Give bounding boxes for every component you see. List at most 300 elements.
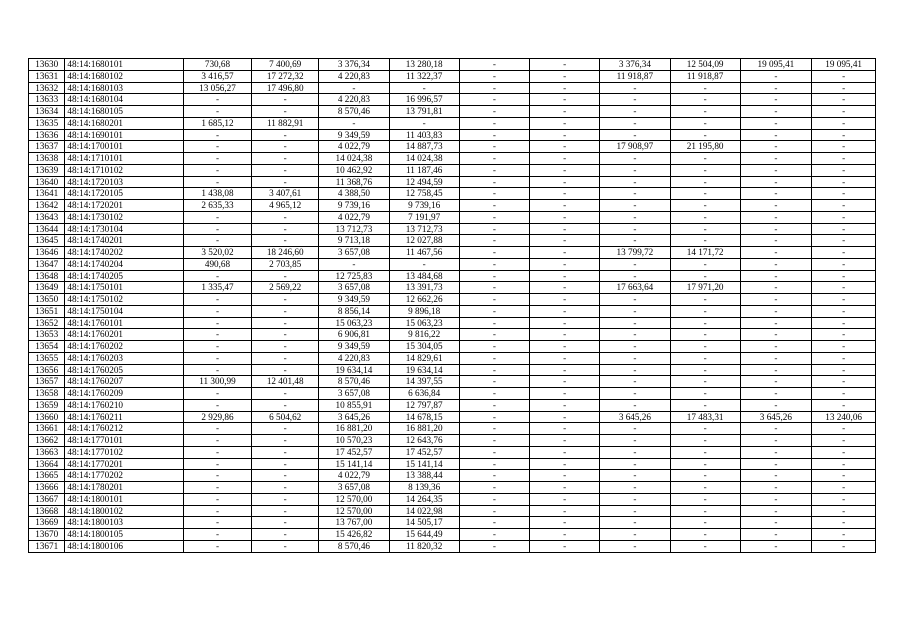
value-cell: -: [183, 211, 252, 223]
value-cell: -: [740, 529, 812, 541]
value-cell: 14 024,38: [319, 153, 390, 165]
value-cell: -: [670, 270, 740, 282]
cadastral-number-cell: 48:14:1760101: [65, 317, 183, 329]
value-cell: -: [740, 153, 812, 165]
value-cell: -: [600, 153, 671, 165]
value-cell: -: [459, 258, 530, 270]
value-cell: -: [530, 188, 600, 200]
row-number-cell: 13634: [29, 106, 65, 118]
value-cell: -: [812, 329, 876, 341]
table-row: [29, 59, 876, 71]
value-cell: -: [252, 164, 319, 176]
value-cell: -: [319, 117, 390, 129]
value-cell: -: [740, 106, 812, 118]
value-cell: -: [183, 305, 252, 317]
value-cell: -: [812, 317, 876, 329]
value-cell: -: [183, 529, 252, 541]
row-number-cell: 13648: [29, 270, 65, 282]
value-cell: -: [740, 317, 812, 329]
cadastral-number-cell: 48:14:1800106: [65, 540, 183, 552]
value-cell: -: [459, 94, 530, 106]
row-number-cell: 13645: [29, 235, 65, 247]
value-cell: -: [252, 153, 319, 165]
value-cell: -: [600, 94, 671, 106]
value-cell: -: [812, 294, 876, 306]
table-row: [29, 106, 876, 118]
value-cell: 8 856,14: [319, 305, 390, 317]
value-cell: 3 407,61: [252, 188, 319, 200]
value-cell: -: [459, 82, 530, 94]
value-cell: -: [530, 258, 600, 270]
value-cell: -: [812, 529, 876, 541]
value-cell: -: [530, 435, 600, 447]
value-cell: -: [252, 517, 319, 529]
value-cell: 3 645,26: [740, 411, 812, 423]
table-row: [29, 329, 876, 341]
row-number-cell: 13654: [29, 341, 65, 353]
value-cell: -: [252, 341, 319, 353]
value-cell: -: [389, 258, 459, 270]
value-cell: -: [252, 435, 319, 447]
value-cell: 9 349,59: [319, 341, 390, 353]
value-cell: -: [252, 493, 319, 505]
value-cell: -: [600, 188, 671, 200]
value-cell: 11 918,87: [600, 70, 671, 82]
value-cell: -: [459, 176, 530, 188]
value-cell: -: [740, 329, 812, 341]
value-cell: 2 703,85: [252, 258, 319, 270]
value-cell: -: [600, 200, 671, 212]
value-cell: -: [670, 493, 740, 505]
cadastral-number-cell: 48:14:1710102: [65, 164, 183, 176]
value-cell: 4 022,79: [319, 211, 390, 223]
value-cell: -: [740, 352, 812, 364]
value-cell: 16 881,20: [319, 423, 390, 435]
value-cell: -: [530, 470, 600, 482]
value-cell: -: [600, 176, 671, 188]
value-cell: -: [740, 270, 812, 282]
value-cell: -: [670, 153, 740, 165]
value-cell: 17 272,32: [252, 70, 319, 82]
value-cell: -: [252, 129, 319, 141]
value-cell: -: [530, 141, 600, 153]
value-cell: 1 685,12: [183, 117, 252, 129]
value-cell: -: [530, 458, 600, 470]
value-cell: 4 022,79: [319, 470, 390, 482]
row-number-cell: 13644: [29, 223, 65, 235]
value-cell: -: [459, 458, 530, 470]
value-cell: 14 397,55: [389, 376, 459, 388]
value-cell: -: [252, 505, 319, 517]
value-cell: 3 645,26: [600, 411, 671, 423]
value-cell: 15 141,14: [389, 458, 459, 470]
row-number-cell: 13635: [29, 117, 65, 129]
value-cell: -: [812, 200, 876, 212]
value-cell: -: [670, 376, 740, 388]
value-cell: 3 376,34: [319, 59, 390, 71]
value-cell: -: [459, 211, 530, 223]
cadastral-number-cell: 48:14:1740204: [65, 258, 183, 270]
table-row: [29, 305, 876, 317]
value-cell: -: [670, 176, 740, 188]
row-number-cell: 13642: [29, 200, 65, 212]
value-cell: 9 896,18: [389, 305, 459, 317]
value-cell: -: [459, 117, 530, 129]
value-cell: -: [530, 106, 600, 118]
table-row: [29, 399, 876, 411]
value-cell: -: [812, 223, 876, 235]
value-cell: -: [670, 223, 740, 235]
value-cell: 21 195,80: [670, 141, 740, 153]
value-cell: 15 426,82: [319, 529, 390, 541]
value-cell: -: [252, 211, 319, 223]
value-cell: -: [670, 540, 740, 552]
value-cell: -: [670, 482, 740, 494]
value-cell: -: [183, 435, 252, 447]
value-cell: -: [252, 294, 319, 306]
value-cell: -: [252, 270, 319, 282]
value-cell: -: [600, 117, 671, 129]
value-cell: -: [600, 235, 671, 247]
row-number-cell: 13640: [29, 176, 65, 188]
value-cell: -: [812, 164, 876, 176]
value-cell: 14 505,17: [389, 517, 459, 529]
row-number-cell: 13636: [29, 129, 65, 141]
value-cell: -: [600, 399, 671, 411]
value-cell: 14 887,73: [389, 141, 459, 153]
value-cell: -: [600, 305, 671, 317]
row-number-cell: 13650: [29, 294, 65, 306]
row-number-cell: 13663: [29, 446, 65, 458]
cadastral-number-cell: 48:14:1750101: [65, 282, 183, 294]
cadastral-number-cell: 48:14:1760209: [65, 388, 183, 400]
value-cell: -: [319, 82, 390, 94]
value-cell: -: [600, 223, 671, 235]
value-cell: -: [252, 176, 319, 188]
value-cell: -: [600, 458, 671, 470]
value-cell: -: [459, 529, 530, 541]
value-cell: -: [183, 129, 252, 141]
value-cell: -: [812, 258, 876, 270]
value-cell: -: [812, 117, 876, 129]
value-cell: 19 634,14: [319, 364, 390, 376]
table-row: [29, 129, 876, 141]
value-cell: -: [530, 82, 600, 94]
value-cell: -: [740, 223, 812, 235]
value-cell: -: [740, 188, 812, 200]
value-cell: 12 401,48: [252, 376, 319, 388]
value-cell: -: [183, 388, 252, 400]
table-row: [29, 341, 876, 353]
value-cell: -: [530, 411, 600, 423]
value-cell: -: [670, 458, 740, 470]
value-cell: -: [389, 117, 459, 129]
value-cell: -: [459, 517, 530, 529]
value-cell: -: [252, 94, 319, 106]
value-cell: -: [459, 200, 530, 212]
value-cell: -: [530, 376, 600, 388]
row-number-cell: 13631: [29, 70, 65, 82]
value-cell: -: [812, 153, 876, 165]
cadastral-number-cell: 48:14:1770101: [65, 435, 183, 447]
cadastral-number-cell: 48:14:1680102: [65, 70, 183, 82]
value-cell: -: [740, 211, 812, 223]
value-cell: -: [740, 493, 812, 505]
value-cell: 3 657,08: [319, 388, 390, 400]
value-cell: -: [530, 517, 600, 529]
table-row: [29, 446, 876, 458]
value-cell: 15 141,14: [319, 458, 390, 470]
cadastral-number-cell: 48:14:1730102: [65, 211, 183, 223]
value-cell: 15 644,49: [389, 529, 459, 541]
value-cell: 4 022,79: [319, 141, 390, 153]
row-number-cell: 13660: [29, 411, 65, 423]
value-cell: -: [183, 223, 252, 235]
value-cell: 3 657,08: [319, 282, 390, 294]
value-cell: -: [812, 352, 876, 364]
row-number-cell: 13646: [29, 247, 65, 259]
value-cell: -: [740, 294, 812, 306]
cadastral-value-table: [28, 58, 876, 553]
value-cell: -: [183, 294, 252, 306]
row-number-cell: 13633: [29, 94, 65, 106]
value-cell: -: [740, 247, 812, 259]
value-cell: 11 467,56: [389, 247, 459, 259]
value-cell: -: [183, 470, 252, 482]
value-cell: -: [812, 70, 876, 82]
value-cell: -: [670, 129, 740, 141]
value-cell: -: [740, 235, 812, 247]
value-cell: -: [812, 176, 876, 188]
value-cell: -: [600, 211, 671, 223]
value-cell: -: [183, 493, 252, 505]
cadastral-number-cell: 48:14:1700101: [65, 141, 183, 153]
value-cell: -: [600, 435, 671, 447]
value-cell: -: [459, 376, 530, 388]
row-number-cell: 13639: [29, 164, 65, 176]
value-cell: 2 929,86: [183, 411, 252, 423]
value-cell: 490,68: [183, 258, 252, 270]
value-cell: -: [530, 329, 600, 341]
row-number-cell: 13647: [29, 258, 65, 270]
value-cell: 11 300,99: [183, 376, 252, 388]
value-cell: 13 791,81: [389, 106, 459, 118]
value-cell: -: [670, 235, 740, 247]
value-cell: -: [252, 470, 319, 482]
table-row: [29, 176, 876, 188]
value-cell: -: [183, 141, 252, 153]
value-cell: -: [600, 505, 671, 517]
value-cell: 18 246,60: [252, 247, 319, 259]
value-cell: -: [740, 482, 812, 494]
value-cell: 19 634,14: [389, 364, 459, 376]
row-number-cell: 13638: [29, 153, 65, 165]
value-cell: 12 758,45: [389, 188, 459, 200]
value-cell: -: [812, 129, 876, 141]
value-cell: 7 191,97: [389, 211, 459, 223]
value-cell: -: [670, 117, 740, 129]
table-row: [29, 458, 876, 470]
table-row: [29, 164, 876, 176]
cadastral-number-cell: 48:14:1680101: [65, 59, 183, 71]
value-cell: 14 022,98: [389, 505, 459, 517]
value-cell: -: [459, 411, 530, 423]
value-cell: -: [252, 423, 319, 435]
cadastral-number-cell: 48:14:1690101: [65, 129, 183, 141]
value-cell: 15 304,05: [389, 341, 459, 353]
value-cell: -: [252, 399, 319, 411]
value-cell: -: [252, 458, 319, 470]
value-cell: -: [183, 352, 252, 364]
value-cell: 15 063,23: [389, 317, 459, 329]
value-cell: 17 496,80: [252, 82, 319, 94]
cadastral-number-cell: 48:14:1800103: [65, 517, 183, 529]
value-cell: -: [459, 141, 530, 153]
value-cell: -: [740, 364, 812, 376]
value-cell: -: [530, 388, 600, 400]
value-cell: 13 799,72: [600, 247, 671, 259]
value-cell: -: [530, 59, 600, 71]
table-row: [29, 211, 876, 223]
value-cell: 9 739,16: [319, 200, 390, 212]
table-row: [29, 270, 876, 282]
value-cell: -: [252, 446, 319, 458]
cadastral-number-cell: 48:14:1740205: [65, 270, 183, 282]
value-cell: -: [530, 117, 600, 129]
value-cell: -: [812, 305, 876, 317]
value-cell: -: [740, 282, 812, 294]
value-cell: 3 657,08: [319, 247, 390, 259]
row-number-cell: 13649: [29, 282, 65, 294]
value-cell: -: [740, 446, 812, 458]
cadastral-number-cell: 48:14:1680103: [65, 82, 183, 94]
value-cell: -: [740, 376, 812, 388]
value-cell: -: [183, 540, 252, 552]
value-cell: -: [252, 141, 319, 153]
value-cell: -: [670, 211, 740, 223]
value-cell: -: [530, 352, 600, 364]
value-cell: -: [252, 106, 319, 118]
row-number-cell: 13668: [29, 505, 65, 517]
value-cell: -: [459, 423, 530, 435]
cadastral-number-cell: 48:14:1800105: [65, 529, 183, 541]
value-cell: -: [600, 294, 671, 306]
value-cell: -: [459, 435, 530, 447]
value-cell: -: [740, 82, 812, 94]
value-cell: -: [740, 517, 812, 529]
row-number-cell: 13637: [29, 141, 65, 153]
value-cell: 2 635,33: [183, 200, 252, 212]
table-row: [29, 423, 876, 435]
table-row: [29, 153, 876, 165]
cadastral-number-cell: 48:14:1770201: [65, 458, 183, 470]
value-cell: -: [670, 470, 740, 482]
value-cell: -: [183, 399, 252, 411]
table-row: [29, 317, 876, 329]
value-cell: -: [183, 94, 252, 106]
value-cell: 13 712,73: [389, 223, 459, 235]
value-cell: 12 494,59: [389, 176, 459, 188]
row-number-cell: 13630: [29, 59, 65, 71]
value-cell: 12 725,83: [319, 270, 390, 282]
value-cell: -: [530, 270, 600, 282]
table-row: [29, 94, 876, 106]
value-cell: -: [530, 223, 600, 235]
value-cell: -: [600, 364, 671, 376]
value-cell: -: [600, 270, 671, 282]
value-cell: 12 504,09: [670, 59, 740, 71]
value-cell: -: [600, 470, 671, 482]
cadastral-number-cell: 48:14:1740202: [65, 247, 183, 259]
value-cell: -: [530, 423, 600, 435]
value-cell: -: [459, 294, 530, 306]
value-cell: -: [530, 235, 600, 247]
value-cell: -: [530, 94, 600, 106]
value-cell: -: [252, 529, 319, 541]
row-number-cell: 13656: [29, 364, 65, 376]
value-cell: -: [459, 399, 530, 411]
table-row: [29, 82, 876, 94]
value-cell: -: [812, 470, 876, 482]
value-cell: -: [252, 364, 319, 376]
value-cell: 17 971,20: [670, 282, 740, 294]
value-cell: 3 645,26: [319, 411, 390, 423]
value-cell: 15 063,23: [319, 317, 390, 329]
value-cell: -: [183, 270, 252, 282]
value-cell: -: [459, 153, 530, 165]
value-cell: -: [459, 364, 530, 376]
value-cell: -: [812, 517, 876, 529]
value-cell: 10 855,91: [319, 399, 390, 411]
value-cell: -: [600, 376, 671, 388]
value-cell: -: [670, 82, 740, 94]
row-number-cell: 13653: [29, 329, 65, 341]
value-cell: 9 816,22: [389, 329, 459, 341]
value-cell: 8 570,46: [319, 540, 390, 552]
value-cell: 13 767,00: [319, 517, 390, 529]
table-row: [29, 70, 876, 82]
value-cell: -: [600, 129, 671, 141]
value-cell: -: [459, 305, 530, 317]
value-cell: -: [670, 329, 740, 341]
value-cell: -: [530, 482, 600, 494]
row-number-cell: 13661: [29, 423, 65, 435]
value-cell: -: [459, 106, 530, 118]
cadastral-number-cell: 48:14:1760212: [65, 423, 183, 435]
cadastral-number-cell: 48:14:1680104: [65, 94, 183, 106]
value-cell: -: [183, 458, 252, 470]
value-cell: 13 388,44: [389, 470, 459, 482]
value-cell: 9 349,59: [319, 129, 390, 141]
cadastral-number-cell: 48:14:1720201: [65, 200, 183, 212]
value-cell: 6 636,84: [389, 388, 459, 400]
value-cell: -: [812, 82, 876, 94]
value-cell: 12 570,00: [319, 505, 390, 517]
value-cell: 14 678,15: [389, 411, 459, 423]
value-cell: -: [812, 423, 876, 435]
value-cell: -: [600, 329, 671, 341]
value-cell: -: [389, 82, 459, 94]
value-cell: -: [530, 70, 600, 82]
value-cell: 6 906,81: [319, 329, 390, 341]
value-cell: -: [740, 305, 812, 317]
value-cell: -: [740, 470, 812, 482]
value-cell: -: [600, 517, 671, 529]
value-cell: -: [459, 540, 530, 552]
value-cell: -: [530, 176, 600, 188]
value-cell: -: [670, 364, 740, 376]
value-cell: -: [740, 258, 812, 270]
